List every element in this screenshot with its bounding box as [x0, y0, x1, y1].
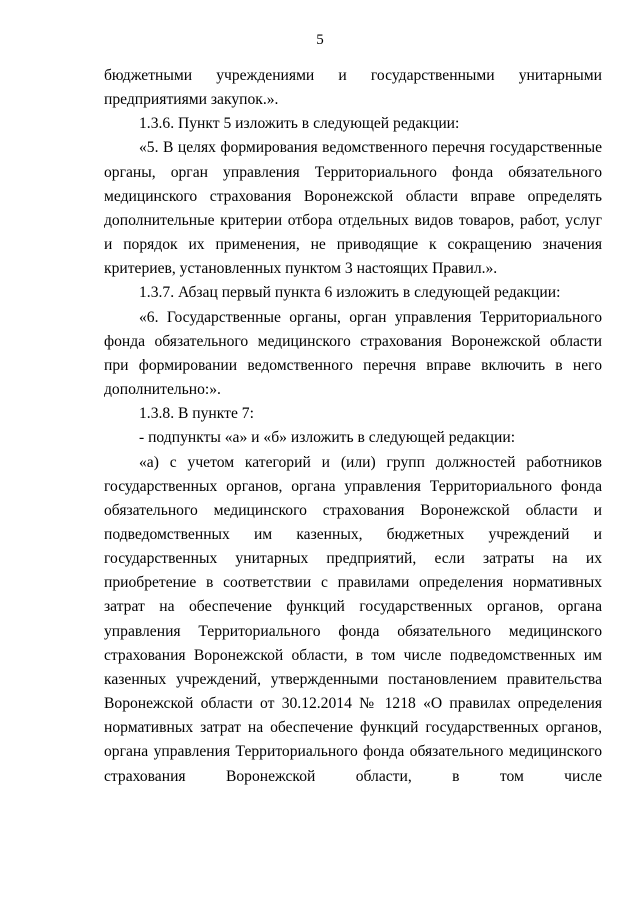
paragraph-quote-point-6: «6. Государственные органы, орган управления Территориального фонда обязательного медицинского страхования Воронежской области при формировании ведомственного перечня вправе включить в него дополнительно:».	[104, 308, 602, 399]
paragraph-subitems-a-b: - подпункты «а» и «б» изложить в следующей редакции:	[139, 429, 516, 447]
paragraph-item-1-3-6: 1.3.6. Пункт 5 изложить в следующей редакции:	[139, 115, 460, 133]
paragraph-continuation: бюджетными учреждениями и государственными унитарными предприятиями закупок.».	[104, 67, 602, 109]
paragraph-quote-subitem-a: «а) с учетом категорий и (или) групп должностей работников государственных органов, органа управления Территориального фонда обязательного медицинского страхования Воронежской области и подведомственных им казенных, бюджетных учреждений и государственных унитарных предприятий, если затраты на их приобретение в соответствии с правилами определения нормативных затрат на обеспечение функций государственных органов, органа управления Территориального фонда обязательного медицинского страхования Воронежской области, в том числе подведомственных им казенных учреждений, утвержденными постановлением правительства Воронежской области от 30.12.2014 № 1218 «О правилах определения нормативных затрат на обеспечение функций государственных органов, органа управления Территориального фонда обязательного медицинского страхования Воронежской области, в том числе	[104, 453, 602, 785]
paragraph-quote-point-5: «5. В целях формирования ведомственного перечня государственные органы, орган управления Территориального фонда обязательного медицинского страхования Воронежской области вправе определять дополнительные критерии отбора отдельных видов товаров, работ, услуг и порядок их применения, не приводящие к сокращению значения критериев, установленных пунктом 3 настоящих Правил.».	[104, 139, 602, 278]
page-number: 5	[316, 32, 324, 48]
paragraph-item-1-3-7: 1.3.7. Абзац первый пункта 6 изложить в следующей редакции:	[139, 284, 561, 302]
document-body	[104, 64, 602, 789]
paragraph-item-1-3-8: 1.3.8. В пункте 7:	[139, 405, 254, 423]
